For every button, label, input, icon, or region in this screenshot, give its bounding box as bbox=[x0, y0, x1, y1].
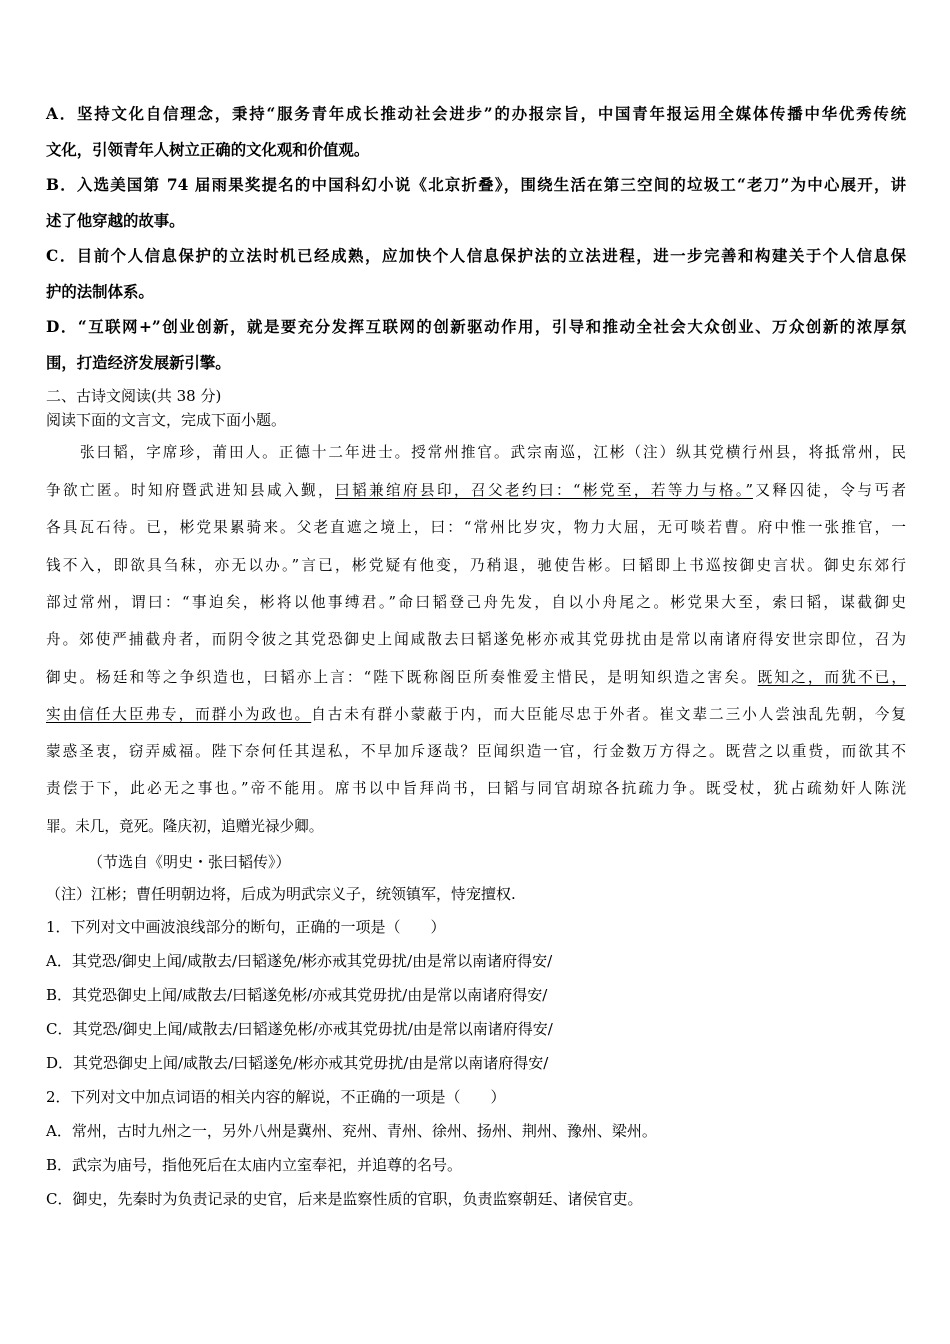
passage-source: （节选自《明史・张曰韬传》） bbox=[88, 853, 291, 871]
annotation-note: （注）江彬；曹任明朝边将，后成为明武宗义子，统领镇军，恃宠擅权. bbox=[46, 885, 516, 903]
passage-text: 舟。郊使严捕截舟者，而阴令 bbox=[46, 631, 262, 648]
question-2-stem: 2．下列对文中加点词语的相关内容的解说，不正确的一项是（ ） bbox=[46, 1088, 506, 1106]
instruction: 阅读下面的文言文，完成下面小题。 bbox=[46, 411, 287, 429]
passage-line-9: 蒙惑圣衷，窃弄威福。陛下奈何任其逞私，不早加斥逐哉？臣闻织造一官，行金数万方得之。既营之以重赀，而欲其不 bbox=[46, 743, 906, 760]
passage-line-5: 部过常州，谓曰：“事迫矣，彬将以他事缚君。”命曰韬登己舟先发，自以小舟尾之。彬党果大至，索曰韬，谋截御史 bbox=[46, 594, 906, 611]
passage-line-10: 责偿于下，此必无之事也。”帝不能用。席书以中旨拜尚书，曰韬与同官胡琼各抗疏力争。既受杖，犹占疏劾奸人陈洸 bbox=[46, 780, 906, 797]
choice-c-line-1: C．目前个人信息保护的立法时机已经成熟，应加快个人信息保护法的立法进程，进一步完善和构建关于个人信息保 bbox=[46, 247, 906, 265]
choice-d-line-2: 围，打造经济发展新引擎。 bbox=[46, 354, 231, 372]
passage-line-1: 张曰韬，字席珍，莆田人。正德十二年进士。授常州推官。武宗南巡，江彬（注）纵其党横行州县，将抵常州，民 bbox=[80, 444, 906, 461]
wavy-line-segment: 彼之其党恐御史上闻咸散去曰韬遂免彬亦戒其党毋扰由是常以南诸府得安 bbox=[261, 631, 792, 648]
question-1-option-b: B．其党恐御史上闻/咸散去/曰韬遂免彬/亦戒其党毋扰/由是常以南诸府得安/ bbox=[46, 986, 548, 1004]
passage-line-2 bbox=[46, 481, 906, 501]
question-1-option-d: D．其党恐御史上闻/咸散去/曰韬遂免/彬亦戒其党毋扰/由是常以南诸府得安/ bbox=[46, 1054, 549, 1072]
passage-line-8 bbox=[46, 705, 906, 725]
section-title: 二、古诗文阅读(共 38 分) bbox=[46, 387, 222, 405]
choice-a-line-2: 文化，引领青年人树立正确的文化观和价值观。 bbox=[46, 141, 370, 159]
passage-text: 自古未有群小蒙蔽于内，而大臣能尽忠于外者。崔文辈二三小人尝浊乱先朝，今复 bbox=[311, 706, 906, 723]
choice-b-line-2: 述了他穿越的故事。 bbox=[46, 212, 185, 230]
question-1-stem: 1．下列对文中画波浪线部分的断句，正确的一项是（ ） bbox=[46, 918, 446, 936]
question-1-option-c: C．其党恐/御史上闻/咸散去/曰韬遂免彬/亦戒其党毋扰/由是常以南诸府得安/ bbox=[46, 1020, 553, 1038]
question-1-option-a: A．其党恐/御史上闻/咸散去/曰韬遂免/彬亦戒其党毋扰/由是常以南诸府得安/ bbox=[46, 952, 553, 970]
passage-line-4: 钱不入，即欲具刍秣，亦无以办。”言已，彬党疑有他变，乃稍退，驰使告彬。曰韬即上书巡按御史言状。御史东郊行 bbox=[46, 557, 906, 574]
passage-line-3: 各具瓦石待。已，彬党果累骑来。父老直遮之境上，曰：“常州比岁灾，物力大屈，无可啖若曹。府中惟一张推官，一 bbox=[46, 519, 906, 536]
underlined-sentence: 既知之，而犹不已， bbox=[757, 669, 906, 686]
passage-text: 世宗即位，召为 bbox=[791, 631, 906, 648]
underlined-sentence: 曰韬兼绾府县印，召父老约曰：“彬党至，若等力与格。” bbox=[334, 482, 753, 499]
passage-line-7 bbox=[46, 668, 906, 688]
question-2-option-a: A．常州，古时九州之一，另外八州是冀州、兖州、青州、徐州、扬州、荆州、豫州、梁州。 bbox=[46, 1122, 657, 1140]
passage-line-6 bbox=[46, 630, 906, 650]
question-2-option-b: B．武宗为庙号，指他死后在太庙内立室奉祀，并追尊的名号。 bbox=[46, 1156, 463, 1174]
choice-d-line-1: D．“互联网+”创业创新，就是要充分发挥互联网的创新驱动作用，引导和推动全社会大众创业、万众创新的浓厚氛 bbox=[46, 318, 906, 336]
choice-a-line-1: A．坚持文化自信理念，秉持“服务青年成长推动社会进步”的办报宗旨，中国青年报运用全媒体传播中华优秀传统 bbox=[46, 105, 906, 123]
passage-text: 又释囚徒，令与丐者 bbox=[752, 482, 906, 499]
choice-c-line-2: 护的法制体系。 bbox=[46, 283, 154, 301]
passage-text: 争欲亡匿。时知府暨武进知县咸入觐， bbox=[46, 482, 335, 499]
question-2-option-c: C．御史，先秦时为负责记录的史官，后来是监察性质的官职，负责监察朝廷、诸侯官吏。 bbox=[46, 1190, 643, 1208]
passage-text: 御史。杨廷和等之争织造也，曰韬亦上言：“陛下既称阁臣所奏惟爱主惜民，是明知织造之害矣。 bbox=[46, 669, 758, 686]
choice-b-line-1: B．入选美国第 74 届雨果奖提名的中国科幻小说《北京折叠》，围绕生活在第三空间的垃圾工“老刀”为中心展开，讲 bbox=[46, 176, 906, 194]
underlined-sentence: 实由信任大臣弗专，而群小为政也。 bbox=[46, 706, 312, 723]
passage-line-11: 罪。未几，竟死。隆庆初，追赠光禄少卿。 bbox=[46, 818, 324, 835]
